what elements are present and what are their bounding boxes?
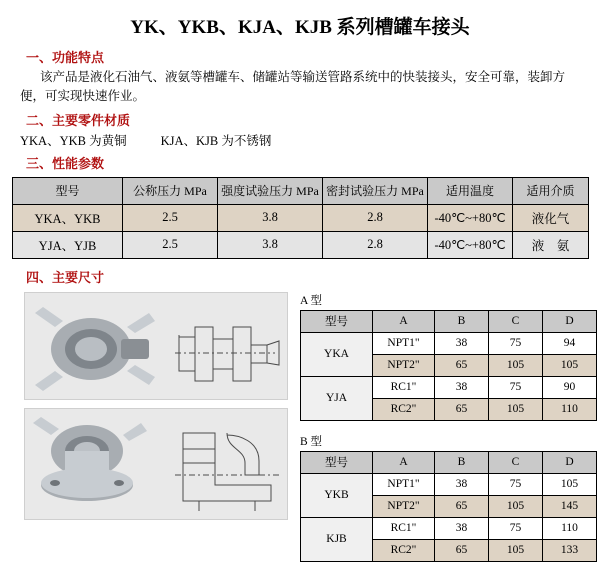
cell-nominal-pressure: 2.5 (123, 204, 218, 231)
cell-a: RC2" (373, 539, 435, 561)
cell-b: 65 (435, 539, 489, 561)
material-left: YKA、YKB 为黄铜 (20, 133, 127, 148)
table-row (301, 332, 597, 354)
cell-d: 110 (543, 398, 597, 420)
cell-d: 145 (543, 495, 597, 517)
col-header-d: D (543, 310, 597, 332)
cell-b: 38 (435, 473, 489, 495)
cell-a: RC2" (373, 398, 435, 420)
table-header-row (13, 177, 589, 204)
col-header-c: C (489, 451, 543, 473)
table-row (13, 204, 589, 231)
col-header-a: A (373, 451, 435, 473)
cell-d: 105 (543, 354, 597, 376)
cell-a: NPT2" (373, 495, 435, 517)
cell-c: 105 (489, 398, 543, 420)
cell-d: 110 (543, 517, 597, 539)
col-header-model: 型号 (301, 451, 373, 473)
cell-temperature: -40℃~+80℃ (428, 231, 513, 258)
col-header-b: B (435, 451, 489, 473)
cell-medium: 液 氨 (513, 231, 589, 258)
cell-medium: 液化气 (513, 204, 589, 231)
cell-b: 38 (435, 517, 489, 539)
cell-strength-pressure: 3.8 (218, 204, 323, 231)
section-heading-dimensions: 四、主要尺寸 (26, 269, 105, 285)
cell-c: 75 (489, 376, 543, 398)
page-title: YK、YKB、KJA、KJB 系列槽罐车接头 (130, 17, 470, 38)
col-header-model: 型号 (13, 177, 123, 204)
images-column (24, 292, 286, 528)
col-header-c: C (489, 310, 543, 332)
cell-b: 65 (435, 495, 489, 517)
document-page (0, 12, 600, 556)
col-header-b: B (435, 310, 489, 332)
cell-a: RC1" (373, 517, 435, 539)
material-right: KJA、KJB 为不锈钢 (160, 133, 272, 148)
section-heading-features: 一、功能特点 (26, 50, 105, 65)
cell-strength-pressure: 3.8 (218, 231, 323, 258)
col-header-temperature: 适用温度 (428, 177, 513, 204)
col-header-seal-pressure: 密封试验压力 MPa (323, 177, 428, 204)
col-header-medium: 适用介质 (513, 177, 589, 204)
section-heading-material: 二、主要零件材质 (26, 112, 131, 128)
table-row (301, 473, 597, 495)
cell-a: RC1" (373, 376, 435, 398)
cell-c: 105 (489, 354, 543, 376)
cell-a: NPT1" (373, 332, 435, 354)
cell-b: 38 (435, 376, 489, 398)
cell-temperature: -40℃~+80℃ (428, 204, 513, 231)
cell-model: YKA、YKB (13, 204, 123, 231)
cell-c: 105 (489, 495, 543, 517)
cell-d: 90 (543, 376, 597, 398)
material-text (20, 131, 588, 149)
table-header-row (301, 451, 597, 473)
cell-model: KJB (301, 517, 373, 561)
cell-model: YKB (301, 473, 373, 517)
col-header-nominal-pressure: 公称压力 MPa (123, 177, 218, 204)
cell-nominal-pressure: 2.5 (123, 231, 218, 258)
performance-table (12, 177, 589, 259)
cell-seal-pressure: 2.8 (323, 204, 428, 231)
table-row (301, 376, 597, 398)
cell-c: 75 (489, 473, 543, 495)
figure-a-caption: A 型 (300, 294, 323, 307)
section-heading-performance: 三、性能参数 (26, 155, 105, 171)
table-row (13, 231, 589, 258)
col-header-model: 型号 (301, 310, 373, 332)
cell-b: 38 (435, 332, 489, 354)
table-header-row (301, 310, 597, 332)
dimension-table-a (300, 310, 597, 421)
figure-a (24, 292, 288, 400)
figure-b (24, 408, 288, 520)
cell-c: 105 (489, 539, 543, 561)
figure-a-graphic (25, 293, 287, 399)
cell-d: 133 (543, 539, 597, 561)
cell-model: YJA (301, 376, 373, 420)
cell-d: 105 (543, 473, 597, 495)
cell-c: 75 (489, 517, 543, 539)
cell-a: NPT1" (373, 473, 435, 495)
dimensions-area (12, 292, 588, 556)
dimension-table-b (300, 451, 597, 562)
figure-b-caption: B 型 (300, 435, 323, 448)
col-header-d: D (543, 451, 597, 473)
col-header-a: A (373, 310, 435, 332)
features-text-body: 该产品是液化石油气、液氨等槽罐车、储罐站等输送管路系统中的快装接头，安全可靠，装卸方便，可实现快速作业。 (20, 70, 566, 103)
cell-model: YKA (301, 332, 373, 376)
table-row (301, 517, 597, 539)
cell-b: 65 (435, 354, 489, 376)
col-header-strength-pressure: 强度试验压力 MPa (218, 177, 323, 204)
cell-seal-pressure: 2.8 (323, 231, 428, 258)
cell-c: 75 (489, 332, 543, 354)
dimension-tables-column (300, 292, 596, 562)
cell-b: 65 (435, 398, 489, 420)
cell-model: YJA、YJB (13, 231, 123, 258)
cell-a: NPT2" (373, 354, 435, 376)
cell-d: 94 (543, 332, 597, 354)
features-text (20, 68, 584, 106)
figure-b-graphic (25, 409, 287, 519)
